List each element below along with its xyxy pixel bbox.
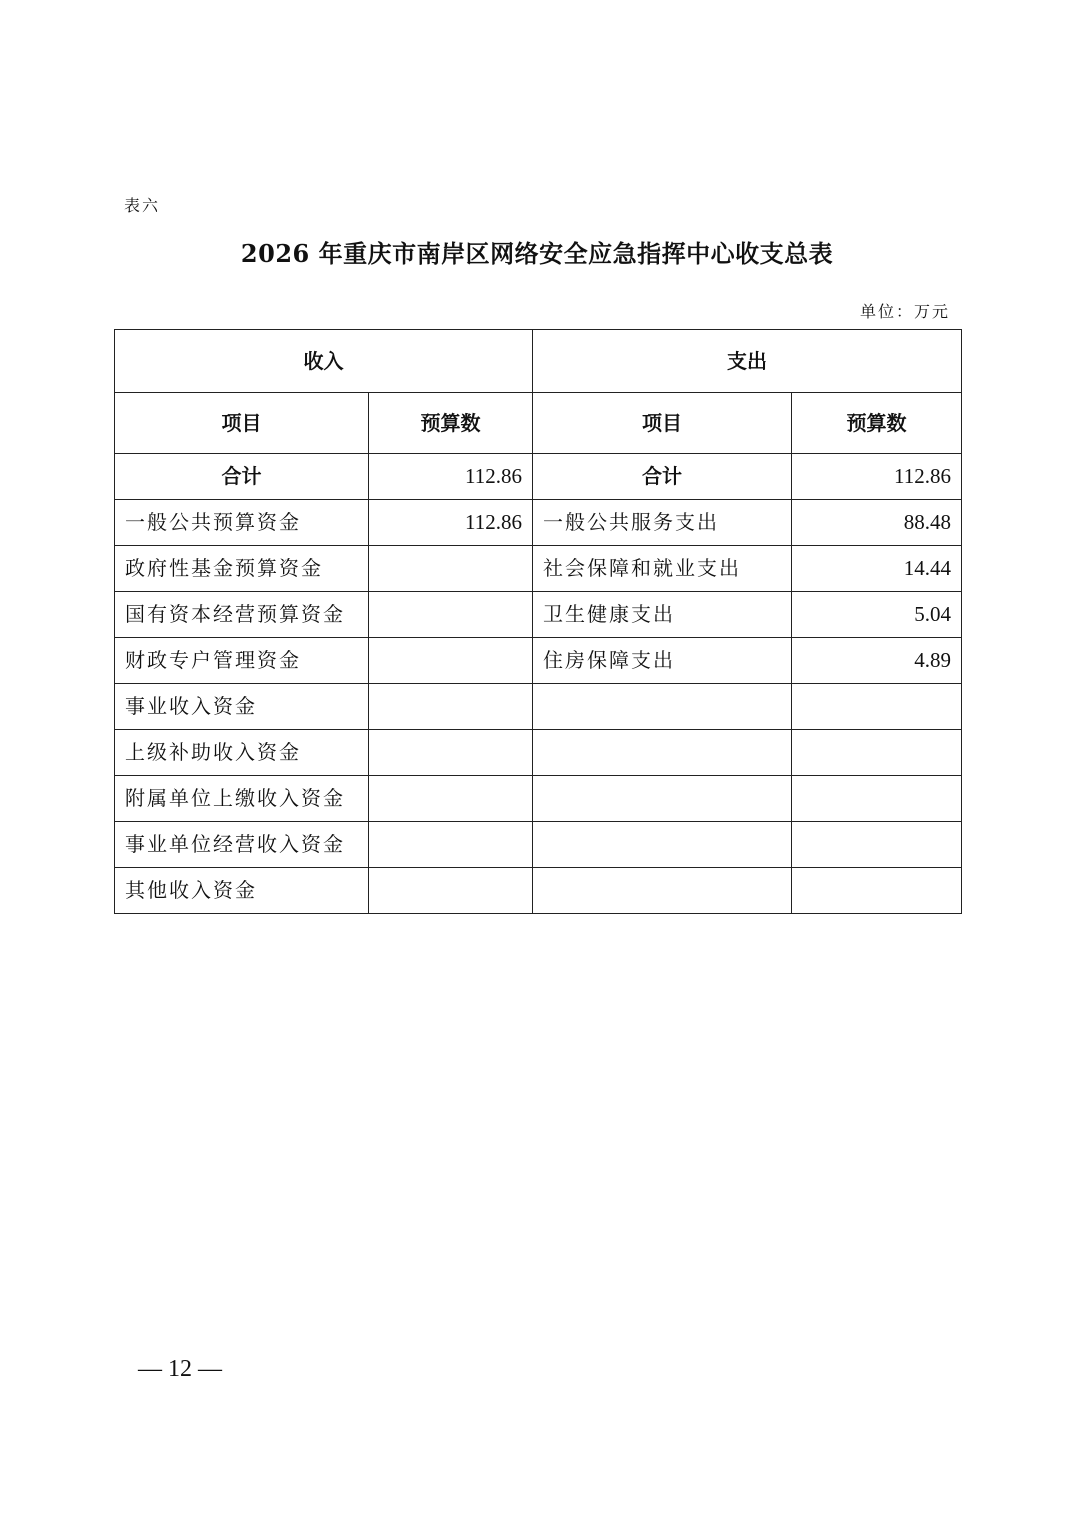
income-amount-cell [369,684,533,730]
income-item-cell: 附属单位上缴收入资金 [115,776,369,822]
column-header-row [115,393,962,454]
total-row [115,454,962,500]
income-item-cell: 政府性基金预算资金 [115,546,369,592]
expense-total-label: 合计 [533,454,792,500]
income-item-cell: 财政专户管理资金 [115,638,369,684]
income-amount-cell [369,776,533,822]
table-row [115,776,962,822]
table-row [115,500,962,546]
expense-amount-cell [792,684,962,730]
table-label: 表六 [124,196,161,215]
table-row [115,730,962,776]
group-header-row [115,330,962,393]
expense-item-cell [533,684,792,730]
expense-item-cell [533,776,792,822]
income-amount-cell [369,592,533,638]
expense-amount-cell: 4.89 [792,638,962,684]
expense-item-cell: 一般公共服务支出 [533,500,792,546]
income-item-cell: 事业收入资金 [115,684,369,730]
income-total-label: 合计 [115,454,369,500]
expense-amount-cell [792,776,962,822]
table-row [115,684,962,730]
expense-amount-cell: 14.44 [792,546,962,592]
income-item-cell: 上级补助收入资金 [115,730,369,776]
expense-item-cell [533,822,792,868]
income-item-cell: 国有资本经营预算资金 [115,592,369,638]
expense-amount-cell: 88.48 [792,500,962,546]
page-number: — 12 — [138,1356,222,1382]
expense-amount-cell: 5.04 [792,592,962,638]
income-item-cell: 事业单位经营收入资金 [115,822,369,868]
income-amount-cell [369,638,533,684]
expense-amount-cell [792,730,962,776]
income-item-header: 项目 [115,393,369,454]
expense-amount-cell [792,868,962,914]
expense-item-cell [533,730,792,776]
table-row [115,822,962,868]
income-amount-cell [369,730,533,776]
table-row [115,638,962,684]
income-item-cell: 一般公共预算资金 [115,500,369,546]
income-amount-cell [369,546,533,592]
unit-note: 单位：万元 [859,302,950,321]
table-row [115,592,962,638]
table-row [115,546,962,592]
income-amount-header: 预算数 [369,393,533,454]
income-amount-cell [369,822,533,868]
expense-item-cell: 卫生健康支出 [533,592,792,638]
expense-total-amount: 112.86 [792,454,962,500]
expense-item-cell: 社会保障和就业支出 [533,546,792,592]
expense-amount-header: 预算数 [792,393,962,454]
expense-amount-cell [792,822,962,868]
income-item-cell: 其他收入资金 [115,868,369,914]
income-amount-cell: 112.86 [369,500,533,546]
income-group-header: 收入 [115,330,533,393]
expense-item-cell: 住房保障支出 [533,638,792,684]
table-row [115,868,962,914]
document-title: 2026 年重庆市南岸区网络安全应急指挥中心收支总表 [240,239,834,268]
expense-item-cell [533,868,792,914]
income-expense-summary-table [114,329,962,914]
income-total-amount: 112.86 [369,454,533,500]
expense-item-header: 项目 [533,393,792,454]
expense-group-header: 支出 [533,330,962,393]
income-amount-cell [369,868,533,914]
